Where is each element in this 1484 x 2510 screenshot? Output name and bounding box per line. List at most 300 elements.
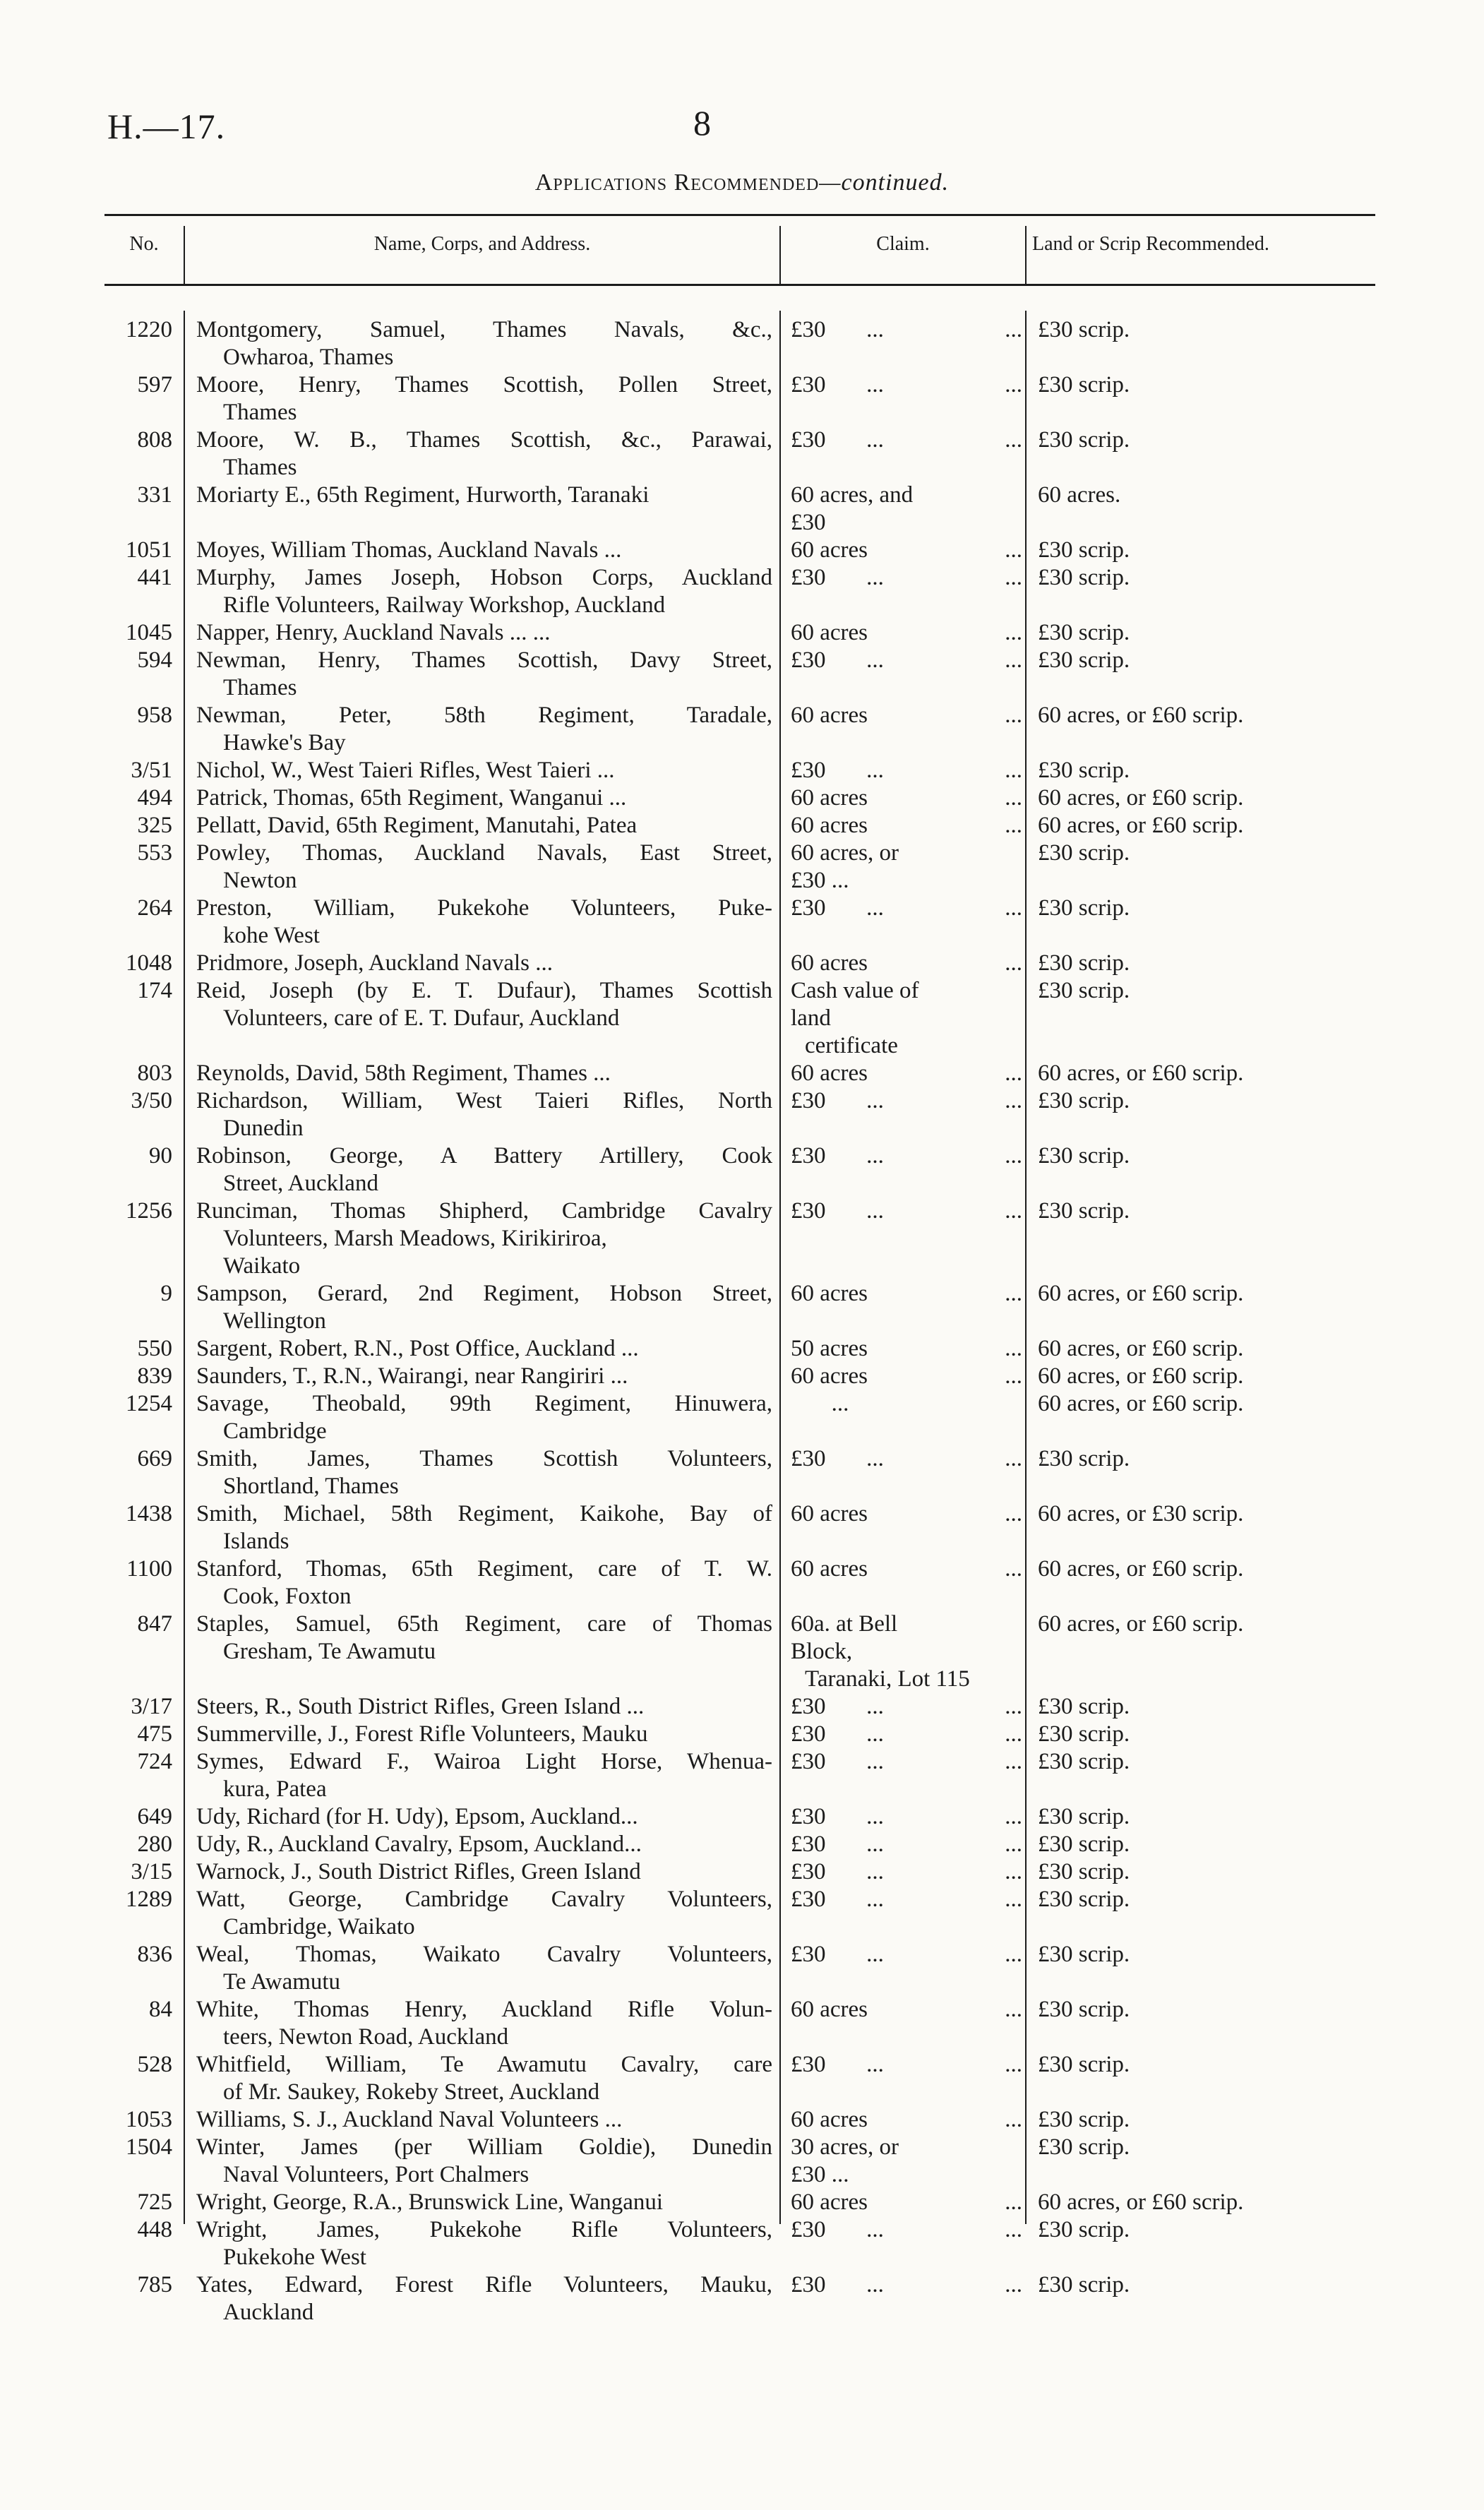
row-claim-leader: ... bbox=[866, 895, 884, 921]
row-number: 441 bbox=[137, 565, 172, 590]
row-claim bbox=[782, 2271, 1027, 2299]
row-name bbox=[184, 371, 782, 426]
row-claim-leader bbox=[868, 1280, 967, 1308]
row-claim bbox=[782, 950, 1027, 977]
row-claim bbox=[782, 619, 1027, 647]
page-number: 8 bbox=[693, 103, 711, 143]
row-name-line: Murphy, James Joseph, Hobson Corps, Auckland bbox=[196, 565, 772, 590]
table-header-rule bbox=[104, 284, 1375, 286]
row-land: £30 scrip. bbox=[1038, 1088, 1130, 1113]
row-number: 803 bbox=[137, 1060, 172, 1086]
row-number: 808 bbox=[137, 427, 172, 453]
row-claim-leader: ... bbox=[1005, 813, 1022, 838]
table-row bbox=[104, 1941, 1375, 1996]
row-name bbox=[184, 2134, 782, 2189]
table-row bbox=[104, 316, 1375, 371]
row-name bbox=[184, 2051, 782, 2106]
row-claim-leader: ... bbox=[1005, 427, 1022, 453]
row-land: 60 acres, or £60 scrip. bbox=[1038, 813, 1244, 838]
row-land: 60 acres. bbox=[1038, 482, 1121, 508]
row-claim-leader: ... bbox=[866, 1749, 884, 1774]
row-name-line: Hawke's Bay bbox=[223, 730, 346, 755]
row-land: 60 acres, or £60 scrip. bbox=[1038, 1391, 1244, 1416]
row-claim bbox=[782, 784, 1027, 812]
row-claim-leader: ... bbox=[1005, 2052, 1022, 2077]
row-name-line: Thames bbox=[223, 675, 297, 700]
row-name-line: Thames bbox=[223, 400, 297, 425]
row-claim-leader: ... bbox=[866, 647, 884, 673]
row-name-line: Steers, R., South District Rifles, Green Island ... bbox=[196, 1694, 645, 1719]
row-claim-value: £30 bbox=[791, 317, 826, 342]
row-claim bbox=[782, 1060, 1027, 1087]
section-title bbox=[0, 169, 1484, 196]
table-row bbox=[104, 1087, 1375, 1142]
table-row bbox=[104, 977, 1375, 1060]
row-name-line: Cook, Foxton bbox=[223, 1584, 352, 1609]
row-number: 3/50 bbox=[131, 1088, 172, 1113]
row-land: 60 acres, or £60 scrip. bbox=[1038, 1336, 1244, 1361]
row-claim bbox=[782, 1803, 1027, 1831]
row-name bbox=[184, 482, 782, 509]
row-name-line: Winter, James (per William Goldie), Dunedin bbox=[196, 2134, 772, 2160]
row-number: 1220 bbox=[126, 317, 172, 342]
row-claim-leader bbox=[868, 2106, 967, 2134]
row-claim-leader: ... bbox=[1005, 1060, 1022, 1086]
row-claim-value: £30 bbox=[791, 1859, 826, 1884]
row-claim-leader bbox=[890, 1390, 1027, 1418]
row-name-line: Smith, James, Thames Scottish Volunteers, bbox=[196, 1446, 772, 1471]
row-claim bbox=[782, 1748, 1027, 1776]
row-name-line: White, Thomas Henry, Auckland Rifle Volun- bbox=[196, 1997, 772, 2022]
row-claim-value: £30 bbox=[791, 2052, 826, 2077]
row-land: £30 scrip. bbox=[1038, 537, 1130, 563]
row-claim-leader: ... bbox=[1005, 1198, 1022, 1224]
row-name-line: Newton bbox=[223, 868, 297, 893]
table-row bbox=[104, 2216, 1375, 2271]
row-number: 958 bbox=[137, 703, 172, 728]
table-row bbox=[104, 2134, 1375, 2189]
row-name bbox=[184, 1996, 782, 2051]
row-name-line: Sargent, Robert, R.N., Post Office, Auckland ... bbox=[196, 1336, 639, 1361]
row-claim-leader bbox=[868, 702, 967, 729]
row-claim bbox=[782, 1941, 1027, 1968]
row-number: 847 bbox=[137, 1611, 172, 1637]
row-number: 724 bbox=[137, 1749, 172, 1774]
row-land: £30 scrip. bbox=[1038, 1749, 1130, 1774]
row-claim-value: £30 bbox=[791, 1804, 826, 1829]
row-claim-value: £30 bbox=[791, 565, 826, 590]
row-claim-leader: ... bbox=[1005, 647, 1022, 673]
row-claim-value: £30 bbox=[791, 1749, 826, 1774]
row-name-line: Watt, George, Cambridge Cavalry Volunteers, bbox=[196, 1887, 772, 1912]
row-claim bbox=[782, 2216, 1027, 2244]
row-claim-leader: ... bbox=[866, 1143, 884, 1169]
row-claim-value: 50 acres bbox=[791, 1336, 868, 1361]
row-claim-leader: ... bbox=[1005, 1143, 1022, 1169]
row-claim-leader: ... bbox=[1005, 1088, 1022, 1113]
row-name bbox=[184, 537, 782, 564]
row-claim bbox=[782, 977, 1027, 1060]
row-claim-leader: ... bbox=[1005, 1446, 1022, 1471]
row-claim-leader: ... bbox=[1005, 1501, 1022, 1526]
column-divider bbox=[1025, 226, 1027, 286]
row-name bbox=[184, 619, 782, 647]
row-name bbox=[184, 1363, 782, 1390]
row-name-line: Whitfield, William, Te Awamutu Cavalry, care bbox=[196, 2052, 772, 2077]
table-row bbox=[104, 757, 1375, 784]
row-number: 3/17 bbox=[131, 1694, 172, 1719]
row-land: £30 scrip. bbox=[1038, 2217, 1130, 2242]
table-row bbox=[104, 950, 1375, 977]
row-claim-value: £30 bbox=[791, 2272, 826, 2297]
row-name-line: Street, Auckland bbox=[223, 1171, 378, 1196]
row-number: 331 bbox=[137, 482, 172, 508]
row-number: 325 bbox=[137, 813, 172, 838]
table-row bbox=[104, 371, 1375, 426]
row-name-line: Moyes, William Thomas, Auckland Navals ... bbox=[196, 537, 622, 563]
row-number: 550 bbox=[137, 1336, 172, 1361]
row-name-line: Reid, Joseph (by E. T. Dufaur), Thames Scottish bbox=[196, 978, 772, 1003]
row-claim-leader: ... bbox=[1005, 895, 1022, 921]
row-claim bbox=[782, 1858, 1027, 1886]
row-land: 60 acres, or £60 scrip. bbox=[1038, 1611, 1244, 1637]
table-row bbox=[104, 482, 1375, 537]
row-claim-leader: ... bbox=[866, 1446, 884, 1471]
row-claim bbox=[782, 426, 1027, 454]
row-claim-leader: ... bbox=[1005, 1831, 1022, 1857]
row-claim-value: £30 bbox=[791, 1198, 826, 1224]
row-claim-value: 30 acres, or £30 ... bbox=[791, 2134, 899, 2187]
row-land: £30 scrip. bbox=[1038, 427, 1130, 453]
row-name-line: Stanford, Thomas, 65th Regiment, care of T. W. bbox=[196, 1556, 772, 1582]
row-claim-leader bbox=[938, 977, 1022, 1032]
row-number: 1438 bbox=[126, 1501, 172, 1526]
column-header-claim: Claim. bbox=[876, 233, 930, 255]
row-claim-leader bbox=[868, 1555, 967, 1583]
row-name-line: Newman, Henry, Thames Scottish, Davy Street, bbox=[196, 647, 772, 673]
row-claim-leader: ... bbox=[1005, 703, 1022, 728]
row-land: £30 scrip. bbox=[1038, 1804, 1130, 1829]
row-claim-value: £30 bbox=[791, 427, 826, 453]
row-name-line: Naval Volunteers, Port Chalmers bbox=[223, 2162, 529, 2187]
row-name-line: Richardson, William, West Taieri Rifles, North bbox=[196, 1088, 772, 1113]
table-row bbox=[104, 784, 1375, 812]
row-name bbox=[184, 757, 782, 784]
table-row bbox=[104, 1610, 1375, 1693]
row-name-line: Volunteers, Marsh Meadows, Kirikiriroa, bbox=[223, 1226, 607, 1251]
row-name bbox=[184, 1335, 782, 1363]
row-land: £30 scrip. bbox=[1038, 950, 1130, 976]
table-row bbox=[104, 2051, 1375, 2106]
row-name-line: Waikato bbox=[223, 1253, 301, 1279]
row-claim-value: 60 acres bbox=[791, 950, 868, 976]
row-land: £30 scrip. bbox=[1038, 1143, 1130, 1169]
row-claim-leader: ... bbox=[866, 1198, 884, 1224]
table-row bbox=[104, 1335, 1375, 1363]
row-claim-value: 60 acres bbox=[791, 2107, 868, 2132]
row-name bbox=[184, 839, 782, 895]
row-claim-leader bbox=[938, 839, 1022, 895]
row-name bbox=[184, 647, 782, 702]
row-land: £30 scrip. bbox=[1038, 1831, 1130, 1857]
row-name-line: Gresham, Te Awamutu bbox=[223, 1639, 436, 1664]
row-name bbox=[184, 2216, 782, 2271]
row-name-line: Moriarty E., 65th Regiment, Hurworth, Taranaki bbox=[196, 482, 650, 508]
row-number: 1045 bbox=[126, 620, 172, 645]
row-name-line: Te Awamutu bbox=[223, 1969, 341, 1995]
row-claim-value: £30 bbox=[791, 1446, 826, 1471]
table-row bbox=[104, 1858, 1375, 1886]
row-number: 1254 bbox=[126, 1391, 172, 1416]
row-name bbox=[184, 977, 782, 1032]
row-claim-value: 60 acres bbox=[791, 2189, 868, 2215]
row-claim bbox=[782, 1610, 1027, 1693]
row-claim-leader: ... bbox=[866, 1804, 884, 1829]
row-claim-leader bbox=[868, 537, 967, 564]
row-claim-leader: ... bbox=[1005, 317, 1022, 342]
row-claim-value: 60 acres bbox=[791, 1060, 868, 1086]
row-land: £30 scrip. bbox=[1038, 1997, 1130, 2022]
row-number: 280 bbox=[137, 1831, 172, 1857]
row-name-line: Summerville, J., Forest Rifle Volunteers, Mauku bbox=[196, 1721, 648, 1747]
row-land: £30 scrip. bbox=[1038, 1446, 1130, 1471]
row-name-line: Wellington bbox=[223, 1308, 326, 1334]
row-claim-value: £30 bbox=[791, 1721, 826, 1747]
row-claim-leader bbox=[935, 482, 1022, 537]
row-claim-leader bbox=[868, 784, 967, 812]
row-claim-leader: ... bbox=[1005, 758, 1022, 783]
row-land: £30 scrip. bbox=[1038, 2052, 1130, 2077]
row-number: 9 bbox=[160, 1281, 172, 1306]
row-claim-value: £30 bbox=[791, 1143, 826, 1169]
row-name bbox=[184, 1803, 782, 1831]
row-name bbox=[184, 1280, 782, 1335]
table-row bbox=[104, 1831, 1375, 1858]
row-name bbox=[184, 1555, 782, 1610]
row-claim-leader: ... bbox=[1005, 2217, 1022, 2242]
row-claim-value: £30 bbox=[791, 372, 826, 398]
row-name bbox=[184, 1390, 782, 1445]
row-number: 1504 bbox=[126, 2134, 172, 2160]
table-row bbox=[104, 1996, 1375, 2051]
table-row bbox=[104, 1363, 1375, 1390]
row-number: 3/15 bbox=[131, 1859, 172, 1884]
row-claim-value: £30 bbox=[791, 1831, 826, 1857]
row-land: £30 scrip. bbox=[1038, 1859, 1130, 1884]
row-claim-value: 60 acres bbox=[791, 620, 868, 645]
row-number: 669 bbox=[137, 1446, 172, 1471]
row-land: £30 scrip. bbox=[1038, 372, 1130, 398]
row-name-line: Powley, Thomas, Auckland Navals, East Street, bbox=[196, 840, 772, 866]
row-land: £30 scrip. bbox=[1038, 2107, 1130, 2132]
row-claim bbox=[782, 839, 1027, 895]
row-claim-value: 60 acres bbox=[791, 785, 868, 811]
row-claim-value: 60 acres bbox=[791, 1363, 868, 1389]
row-claim-leader: ... bbox=[866, 372, 884, 398]
row-name-line: Robinson, George, A Battery Artillery, Cook bbox=[196, 1143, 772, 1169]
row-claim bbox=[782, 1721, 1027, 1748]
row-claim-leader: ... bbox=[831, 1391, 849, 1416]
row-name bbox=[184, 812, 782, 839]
row-name-line: Sampson, Gerard, 2nd Regiment, Hobson Street, bbox=[196, 1281, 772, 1306]
row-name bbox=[184, 2271, 782, 2326]
row-claim-leader: ... bbox=[866, 1831, 884, 1857]
row-claim-value: 60 acres bbox=[791, 1501, 868, 1526]
table-row bbox=[104, 619, 1375, 647]
table-row bbox=[104, 537, 1375, 564]
row-claim-leader: ... bbox=[866, 758, 884, 783]
row-number: 785 bbox=[137, 2272, 172, 2297]
row-claim bbox=[782, 1087, 1027, 1115]
table-row bbox=[104, 895, 1375, 950]
row-land: £30 scrip. bbox=[1038, 2272, 1130, 2297]
row-claim-leader: ... bbox=[1005, 1942, 1022, 1967]
row-claim-value: Cash value of land bbox=[791, 978, 919, 1031]
row-land: £30 scrip. bbox=[1038, 2134, 1130, 2160]
row-claim-leader: ... bbox=[866, 1721, 884, 1747]
row-name bbox=[184, 895, 782, 950]
row-name bbox=[184, 784, 782, 812]
row-claim-value: certificate bbox=[805, 1033, 898, 1058]
row-claim bbox=[782, 757, 1027, 784]
row-claim-leader: ... bbox=[1005, 1859, 1022, 1884]
row-name bbox=[184, 1087, 782, 1142]
row-name bbox=[184, 1858, 782, 1886]
row-name-line: kura, Patea bbox=[223, 1776, 327, 1802]
row-claim-leader: ... bbox=[1005, 620, 1022, 645]
row-land: £30 scrip. bbox=[1038, 565, 1130, 590]
row-land: £30 scrip. bbox=[1038, 1721, 1130, 1747]
row-claim-leader: ... bbox=[1005, 950, 1022, 976]
row-claim-leader: ... bbox=[866, 1859, 884, 1884]
table-row bbox=[104, 812, 1375, 839]
table-row bbox=[104, 1390, 1375, 1445]
row-claim bbox=[782, 1831, 1027, 1858]
row-claim bbox=[782, 2106, 1027, 2134]
row-claim-value: £30 bbox=[791, 1942, 826, 1967]
row-land: £30 scrip. bbox=[1038, 978, 1130, 1003]
row-claim-value: 60 acres bbox=[791, 537, 868, 563]
row-claim-leader: ... bbox=[1005, 2272, 1022, 2297]
row-claim-value: 60 acres bbox=[791, 1556, 868, 1582]
row-name bbox=[184, 1197, 782, 1280]
row-name-line: Islands bbox=[223, 1529, 289, 1554]
section-title-main: Applications Recommended bbox=[534, 169, 820, 196]
row-name-line: Rifle Volunteers, Railway Workshop, Auckland bbox=[223, 592, 666, 618]
row-number: 528 bbox=[137, 2052, 172, 2077]
table-row bbox=[104, 1197, 1375, 1280]
row-land: £30 scrip. bbox=[1038, 840, 1130, 866]
row-name bbox=[184, 1610, 782, 1666]
row-number: 84 bbox=[149, 1997, 172, 2022]
row-land: £30 scrip. bbox=[1038, 758, 1130, 783]
row-name-line: Montgomery, Samuel, Thames Navals, &c., bbox=[196, 317, 772, 342]
row-number: 448 bbox=[137, 2217, 172, 2242]
row-claim-value: 60 acres bbox=[791, 703, 868, 728]
row-claim-leader: ... bbox=[1005, 1694, 1022, 1719]
row-claim-value: 60 acres, or £30 ... bbox=[791, 840, 899, 893]
row-claim bbox=[782, 2134, 1027, 2189]
row-claim-value: 60 acres bbox=[791, 813, 868, 838]
row-name-line: Owharoa, Thames bbox=[223, 345, 394, 370]
row-name bbox=[184, 1721, 782, 1748]
row-claim bbox=[782, 1335, 1027, 1363]
row-name-line: Newman, Peter, 58th Regiment, Taradale, bbox=[196, 703, 772, 728]
row-land: £30 scrip. bbox=[1038, 1942, 1130, 1967]
row-claim bbox=[782, 316, 1027, 344]
row-name-line: Auckland bbox=[223, 2300, 314, 2325]
applications-table bbox=[104, 316, 1375, 2326]
row-land: 60 acres, or £60 scrip. bbox=[1038, 1556, 1244, 1582]
column-divider bbox=[779, 226, 781, 286]
row-claim-value: 60 acres, and £30 bbox=[791, 482, 914, 535]
row-claim-value: £30 bbox=[791, 895, 826, 921]
row-name bbox=[184, 1445, 782, 1500]
column-header-no: No. bbox=[129, 233, 159, 255]
row-claim-leader: ... bbox=[1005, 1721, 1022, 1747]
row-number: 1256 bbox=[126, 1198, 172, 1224]
row-name-line: kohe West bbox=[223, 923, 320, 948]
row-claim bbox=[782, 371, 1027, 399]
row-claim bbox=[782, 1197, 1027, 1225]
table-row bbox=[104, 2106, 1375, 2134]
row-number: 553 bbox=[137, 840, 172, 866]
row-land: £30 scrip. bbox=[1038, 1198, 1130, 1224]
row-name-line: Pellatt, David, 65th Regiment, Manutahi, Patea bbox=[196, 813, 638, 838]
row-claim-value: £30 bbox=[791, 1088, 826, 1113]
row-claim bbox=[782, 812, 1027, 839]
row-claim-leader: ... bbox=[1005, 1749, 1022, 1774]
table-row bbox=[104, 1721, 1375, 1748]
row-number: 836 bbox=[137, 1942, 172, 1967]
row-name-line: Wright, James, Pukekohe Rifle Volunteers, bbox=[196, 2217, 772, 2242]
row-claim bbox=[782, 482, 1027, 537]
row-name-line: Preston, William, Pukekohe Volunteers, Puke- bbox=[196, 895, 772, 921]
table-row bbox=[104, 2189, 1375, 2216]
table-row bbox=[104, 1748, 1375, 1803]
section-title-continued: —continued. bbox=[819, 169, 950, 196]
row-number: 494 bbox=[137, 785, 172, 811]
row-name-line: Patrick, Thomas, 65th Regiment, Wanganui ... bbox=[196, 785, 627, 811]
row-land: 60 acres, or £30 scrip. bbox=[1038, 1501, 1244, 1526]
row-claim-leader bbox=[868, 950, 967, 977]
row-claim bbox=[782, 1886, 1027, 1913]
row-claim-value: 60 acres bbox=[791, 1997, 868, 2022]
row-name-line: Savage, Theobald, 99th Regiment, Hinuwera, bbox=[196, 1391, 772, 1416]
row-claim bbox=[782, 2189, 1027, 2216]
row-claim bbox=[782, 537, 1027, 564]
row-name bbox=[184, 1748, 782, 1803]
row-claim bbox=[782, 1996, 1027, 2024]
row-name-line: Reynolds, David, 58th Regiment, Thames ... bbox=[196, 1060, 611, 1086]
row-name-line: Smith, Michael, 58th Regiment, Kaikohe, Bay of bbox=[196, 1501, 772, 1526]
row-name-line: Weal, Thomas, Waikato Cavalry Volunteers, bbox=[196, 1942, 772, 1967]
row-name-line: Saunders, T., R.N., Wairangi, near Rangiriri ... bbox=[196, 1363, 628, 1389]
row-number: 475 bbox=[137, 1721, 172, 1747]
row-name-line: Dunedin bbox=[223, 1116, 304, 1141]
row-name-line: Moore, W. B., Thames Scottish, &c., Parawai, bbox=[196, 427, 772, 453]
row-name bbox=[184, 316, 782, 371]
row-name bbox=[184, 950, 782, 977]
table-row bbox=[104, 647, 1375, 702]
row-claim-leader: ... bbox=[866, 565, 884, 590]
row-name-line: Symes, Edward F., Wairoa Light Horse, Whenua- bbox=[196, 1749, 772, 1774]
row-claim bbox=[782, 2051, 1027, 2079]
table-row bbox=[104, 426, 1375, 482]
row-claim-leader: ... bbox=[1005, 2107, 1022, 2132]
row-claim-leader: ... bbox=[866, 1694, 884, 1719]
row-name bbox=[184, 2189, 782, 2216]
